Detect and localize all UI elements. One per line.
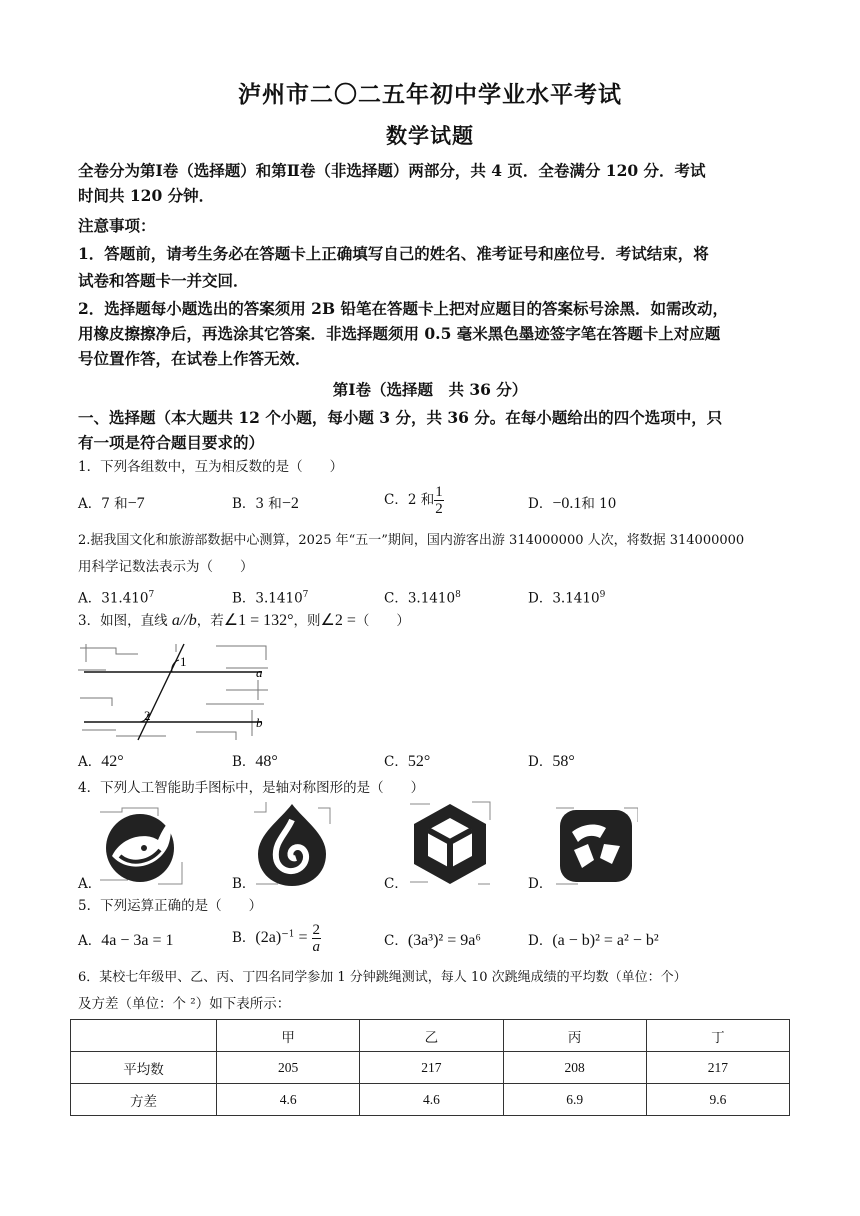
intro-line-2: 时间共 120 分钟．	[78, 186, 215, 205]
q3-option-b	[232, 752, 278, 772]
table-cell: 217	[360, 1052, 503, 1084]
q5-option-d-label: D．	[528, 933, 553, 949]
note-2-line-3: 号位置作答，在试卷上作答无效．	[78, 349, 311, 368]
q3-option-d-value: 58°	[552, 753, 575, 770]
q6-stem-line-2: 及方差（单位：个 ²）如下表所示：	[78, 996, 291, 1012]
q4-option-c-label: C．	[384, 876, 408, 892]
table-cell: 205	[217, 1052, 360, 1084]
angle-1-arc	[172, 660, 179, 672]
table-header-cell: 甲	[217, 1020, 360, 1052]
figure-background-noise	[78, 644, 268, 740]
q1-option-b	[232, 494, 299, 514]
q3-stem-part-1: 3．如图，直线	[78, 613, 172, 629]
q2-option-c-base: C．3.1410	[384, 590, 456, 607]
q2-option-c-exponent: 8	[455, 590, 461, 600]
q1-option-c-label: C．2 和	[384, 492, 435, 508]
q3-stem-math-1: a//b	[171, 612, 197, 629]
q4-option-d-label: D．	[528, 876, 553, 892]
q2-option-d	[528, 585, 605, 609]
q6-score-table	[70, 1019, 790, 1116]
q3-stem-part-2: ，若	[196, 613, 224, 629]
q3-option-c-label: C．	[384, 754, 408, 770]
q5-option-b-fraction	[312, 922, 322, 955]
q4-icon-a-whale	[98, 806, 184, 888]
q1-option-b-label: B．3 和	[232, 496, 282, 512]
q1-option-b-value: −2	[281, 495, 299, 512]
table-cell: 方差	[71, 1084, 217, 1116]
q1-option-a-value: −7	[127, 495, 145, 512]
q3-stem-math-2: ∠1 = 132°	[223, 612, 294, 629]
q5-option-b-denominator: a	[312, 939, 320, 955]
q3-option-d-label: D．	[528, 754, 553, 770]
q1-option-d-value: −0.1	[552, 495, 582, 512]
angle-1-label: 1	[180, 654, 187, 669]
table-header-cell: 乙	[360, 1020, 503, 1052]
q3-option-b-value: 48°	[255, 753, 278, 770]
q5-option-c-label: C．	[384, 933, 408, 949]
table-header-cell: 丙	[503, 1020, 646, 1052]
table-header-row	[71, 1020, 790, 1052]
table-cell: 208	[503, 1052, 646, 1084]
table-cell: 4.6	[360, 1084, 503, 1116]
note-1-line-2: 试卷和答题卡一并交回．	[78, 271, 249, 290]
q6-stem-line-1: 6．某校七年级甲、乙、丙、丁四名同学参加 1 分钟跳绳测试，每人 10 次跳绳成绩的平均数（单位：个）	[78, 970, 687, 985]
q5-stem: 5．下列运算正确的是（ ）	[78, 898, 263, 914]
q3-stem	[78, 609, 790, 633]
q5-option-d-expression: (a − b)² = a² − b²	[552, 932, 659, 949]
q5-option-b-base: (2a)	[255, 929, 282, 946]
q2-option-c	[384, 585, 461, 609]
q4-icon-c-hexagon-cube	[408, 800, 492, 886]
q1-option-c-fraction	[434, 484, 444, 517]
q5-option-b-equals: =	[294, 929, 312, 946]
table-header-cell: 丁	[646, 1020, 789, 1052]
q3-parallel-lines-figure	[76, 640, 270, 744]
q3-option-b-label: B．	[232, 754, 256, 770]
q5-option-a-label: A．	[78, 933, 102, 949]
table-header-cell	[71, 1020, 217, 1052]
q5-option-d	[528, 931, 659, 951]
note-2-line-2: 用橡皮擦擦净后，再选涂其它答案．非选择题须用 0.5 毫米黑色墨迹签字笔在答题卡上对应题	[78, 324, 721, 343]
q3-stem-part-3: ，则	[293, 613, 321, 629]
q4-icon-d-rounded-square	[554, 806, 638, 886]
table-cell: 9.6	[646, 1084, 789, 1116]
q1-stem: 1．下列各组数中，互为相反数的是（ ）	[78, 459, 344, 475]
q1-option-d	[528, 494, 616, 514]
q3-option-c	[384, 752, 430, 772]
q5-option-b-exponent: −1	[281, 929, 295, 940]
note-1-line-1: 1．答题前，请考生务必在答题卡上正确填写自己的姓名、准考证号和座位号．考试结束，将	[78, 244, 709, 263]
q4-option-b-label: B．	[232, 876, 256, 892]
q5-option-b-label: B．	[232, 930, 256, 946]
q5-option-c-expression: (3a³)² = 9a⁶	[407, 932, 481, 949]
q3-option-a	[78, 752, 124, 772]
table-cell: 4.6	[217, 1084, 360, 1116]
q4-icon-b-flame	[252, 800, 332, 888]
q2-option-a	[78, 585, 154, 609]
table-cell: 217	[646, 1052, 789, 1084]
exam-subtitle: 数学试题	[386, 123, 474, 148]
q1-option-c-denominator: 2	[435, 501, 443, 517]
q2-option-d-base: D．3.1410	[528, 590, 600, 607]
q1-option-c	[384, 484, 444, 517]
q3-option-d	[528, 752, 575, 772]
q5-option-b-numerator: 2	[312, 922, 320, 938]
q2-option-b-base: B．3.1410	[232, 590, 303, 607]
note-2-line-1: 2．选择题每小题选出的答案须用 2B 铅笔在答题卡上把对应题目的答案标号涂黑．如需改动，	[78, 299, 728, 318]
table-cell: 6.9	[503, 1084, 646, 1116]
q3-option-c-value: 52°	[407, 753, 431, 770]
q2-stem-line-1: 2.据我国文化和旅游部数据中心测算，2025 年“五一”期间，国内游客出游 314000000 人次，将数据 314000000	[78, 533, 745, 548]
table-cell: 平均数	[71, 1052, 217, 1084]
transversal-line	[138, 644, 184, 740]
q5-option-c	[384, 931, 481, 951]
q1-option-d-label: D．	[528, 496, 553, 512]
line-b-label: b	[256, 715, 263, 730]
notes-title: 注意事项：	[78, 216, 156, 235]
section-1-heading: 第Ⅰ卷（选择题 共 36 分）	[332, 380, 528, 399]
exam-title: 泸州市二〇二五年初中学业水平考试	[238, 81, 622, 108]
table-row	[71, 1052, 790, 1084]
angle-2-label: 2	[144, 708, 151, 723]
q2-option-d-exponent: 9	[599, 590, 606, 600]
line-a-label: a	[256, 665, 263, 680]
q2-option-a-exponent: 7	[148, 590, 155, 600]
q3-stem-part-4: （ ）	[355, 613, 410, 629]
q2-stem-line-2: 用科学记数法表示为（ ）	[78, 559, 254, 575]
q1-option-d-tail: 和 10	[581, 496, 617, 512]
section-1-instructions-2: 有一项是符合题目要求的）	[78, 433, 265, 452]
section-1-instructions-1: 一、选择题（本大题共 12 个小题，每小题 3 分，共 36 分。在每小题给出的四个选项中，只	[78, 408, 723, 427]
q5-option-b	[232, 922, 321, 955]
q4-stem: 4．下列人工智能助手图标中，是轴对称图形的是（ ）	[78, 780, 425, 796]
q2-option-b	[232, 585, 308, 609]
q1-option-c-numerator: 1	[435, 484, 443, 500]
q3-option-a-label: A．	[78, 754, 102, 770]
q1-option-a	[78, 494, 145, 514]
table-row	[71, 1084, 790, 1116]
q3-stem-math-3: ∠2 =	[320, 612, 356, 629]
q2-option-a-base: A．31.410	[78, 590, 149, 607]
intro-line-1: 全卷分为第Ⅰ卷（选择题）和第Ⅱ卷（非选择题）两部分，共 4 页．全卷满分 120 分．考试	[78, 161, 706, 180]
q2-option-b-exponent: 7	[302, 590, 309, 600]
q5-option-a-expression: 4a − 3a = 1	[101, 932, 174, 949]
q5-option-a	[78, 931, 174, 951]
q1-option-a-label: A．7 和	[78, 496, 128, 512]
q3-option-a-value: 42°	[101, 753, 124, 770]
q4-option-a-label: A．	[78, 876, 102, 892]
